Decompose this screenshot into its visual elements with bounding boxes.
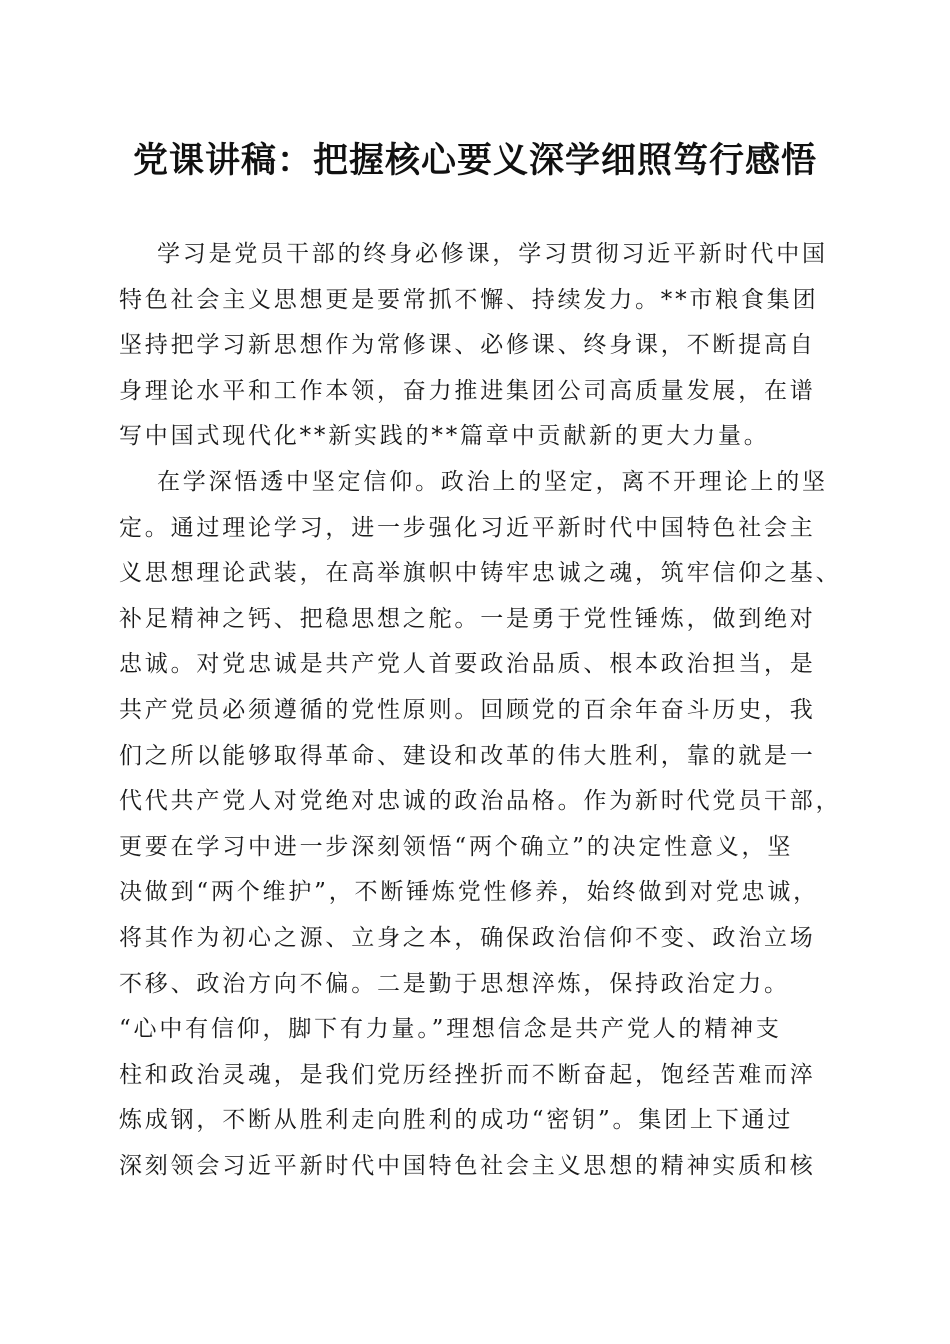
paragraph-2-line-1: 在学深悟透中坚定信仰。政治上的坚定，离不开理论上的坚 — [157, 468, 828, 495]
paragraph-2-line-5: 忠诚。对党忠诚是共产党人首要政治品质、根本政治担当，是 — [119, 651, 816, 678]
paragraph-2-line-14: 柱和政治灵魂，是我们党历经挫折而不断奋起，饱经苦难而淬 — [119, 1061, 816, 1088]
document-title: 党课讲稿：把握核心要义深学细照笃行感悟 — [132, 140, 817, 181]
paragraph-1-line-2: 特色社会主义思想更是要常抓不懈、持续发力。**市粮食集团 — [119, 286, 819, 313]
document-body — [119, 232, 842, 1189]
paragraph-2-line-8: 代代共产党人对党绝对忠诚的政治品格。作为新时代党员干部， — [119, 788, 842, 815]
paragraph-2-line-15: 炼成钢，不断从胜利走向胜利的成功“密钥”。集团上下通过 — [119, 1107, 794, 1134]
paragraph-2-line-11: 将其作为初心之源、立身之本，确保政治信仰不变、政治立场 — [119, 924, 816, 951]
paragraph-2-line-4: 补足精神之钙、把稳思想之舵。一是勇于党性锤炼，做到绝对 — [119, 605, 816, 632]
paragraph-1-line-5: 写中国式现代化**新实践的**篇章中贡献新的更大力量。 — [119, 423, 770, 450]
paragraph-2-line-3: 义思想理论武装，在高举旗帜中铸牢忠诚之魂，筑牢信仰之基、 — [119, 560, 842, 587]
paragraph-2-line-2: 定。通过理论学习，进一步强化习近平新时代中国特色社会主 — [119, 514, 816, 541]
paragraph-2-line-16: 深刻领会习近平新时代中国特色社会主义思想的精神实质和核 — [119, 1152, 816, 1179]
paragraph-1-line-4: 身理论水平和工作本领，奋力推进集团公司高质量发展，在谱 — [119, 377, 816, 404]
paragraph-2-line-7: 们之所以能够取得革命、建设和改革的伟大胜利，靠的就是一 — [119, 742, 816, 769]
paragraph-2-line-13: “心中有信仰，脚下有力量。”理想信念是共产党人的精神支 — [119, 1016, 782, 1043]
paragraph-2-line-12: 不移、政治方向不偏。二是勤于思想淬炼，保持政治定力。 — [119, 970, 790, 997]
paragraph-2-line-6: 共产党员必须遵循的党性原则。回顾党的百余年奋斗历史，我 — [119, 696, 816, 723]
paragraph-1-line-1: 学习是党员干部的终身必修课，学习贯彻习近平新时代中国 — [157, 241, 828, 267]
paragraph-2-line-9: 更要在学习中进一步深刻领悟“两个确立”的决定性意义，坚 — [119, 833, 794, 860]
paragraph-1-line-3: 坚持把学习新思想作为常修课、必修课、终身课，不断提高自 — [119, 332, 816, 359]
paragraph-2-line-10: 决做到“两个维护”，不断锤炼党性修养，始终做到对党忠诚， — [119, 879, 819, 906]
